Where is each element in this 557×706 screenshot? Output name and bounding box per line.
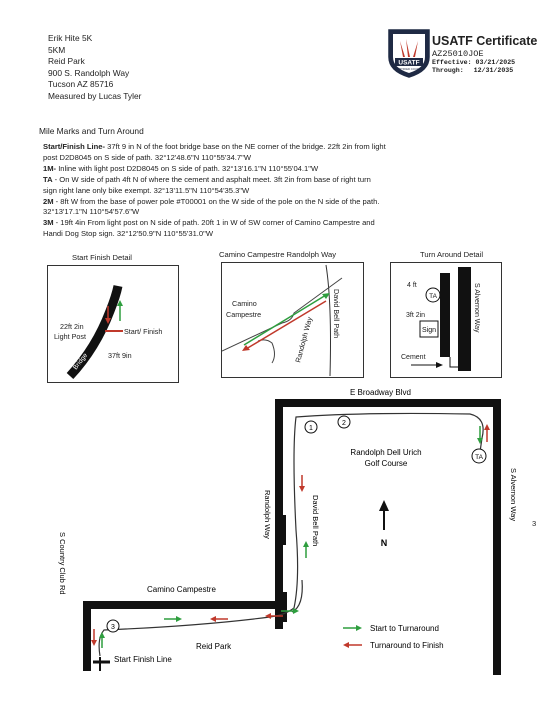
legend-turnaround-to-finish: Turnaround to Finish: [370, 641, 444, 650]
mark-text: 37ft 9 in N of the foot bridge base on the NE corner of the bridge. 22ft 2in from light post D2D8045 on S side of path. 32°12'48.6"N 110°55'34.7"W: [43, 142, 386, 162]
route-arrows: [91, 424, 490, 648]
north-arrow-icon: [379, 500, 389, 511]
mark-text: - On W side of path 4ft N of where the cement and asphalt meet. 3ft 2in from base of right turn sign right lane only bike exempt. 32°13'11.5"N 110°54'35.3"W: [43, 174, 371, 195]
david-bell-label: David Bell Path: [332, 289, 341, 339]
light-post-label: Light Post: [54, 332, 86, 341]
turnaround-label: TA: [475, 454, 483, 461]
david-bell-label: David Bell Path: [311, 495, 320, 547]
north-label: N: [380, 538, 388, 548]
camino-detail-title: Camino Campestre Randolph Way: [219, 250, 337, 259]
through-label: Through:: [432, 67, 464, 74]
mark-2m: [43, 197, 386, 219]
arrow-down-icon: [91, 640, 97, 646]
certificate-code: AZ25010JOE: [432, 49, 484, 59]
course-map: [0, 380, 557, 700]
mile-3-label: 3: [111, 624, 115, 631]
mile-1-label: 1: [309, 425, 313, 432]
turnaround-detail-title: Turn Around Detail: [420, 250, 484, 259]
arrow-left-icon: [343, 642, 349, 648]
arrow-left-icon: [210, 616, 216, 622]
effective-row: [432, 59, 515, 66]
mark-ta: [43, 175, 386, 197]
mark-3m: [43, 218, 386, 240]
arrow-up-icon: [99, 632, 105, 638]
through-date: 12/31/2035: [473, 67, 514, 74]
arrow-down-icon: [299, 486, 305, 492]
ta-label: TA: [429, 293, 437, 300]
mile-marks-list: [43, 142, 386, 240]
reid-park-label: Reid Park: [196, 642, 232, 651]
dist-37ft: 37ft 9in: [108, 351, 132, 360]
cement-label: Cement: [401, 354, 426, 361]
race-distance: 5KM: [48, 44, 66, 55]
camino-label-1: Camino: [232, 299, 257, 308]
turnaround-detail-map: [390, 262, 502, 378]
race-park: Reid Park: [48, 56, 85, 67]
certificate-title: USATF Certificate: [432, 34, 538, 48]
route-line: [99, 413, 483, 656]
race-name: Erik Hite 5K: [48, 33, 93, 43]
ft3-label: 3ft 2in: [406, 312, 426, 319]
mark-text: Inline with light post D2D8045 on S side of path. 32°13'16.1"N 110°55'04.1"W: [56, 163, 319, 173]
country-club-road: [83, 601, 91, 671]
start-finish-detail-title: Start Finish Detail: [72, 253, 132, 262]
camino-label: Camino Campestre: [147, 585, 216, 594]
country-club-label: S Country Club Rd: [58, 532, 67, 595]
logo-text: USATF: [398, 59, 420, 67]
camino-road: [83, 601, 283, 609]
start-finish-detail-map: [47, 265, 179, 383]
golf-label-2: Golf Course: [364, 459, 408, 468]
path-asphalt: [440, 273, 450, 357]
mark-label: 3M: [43, 218, 54, 228]
ft4-label: 4 ft: [407, 282, 417, 289]
usatf-shield-logo: [386, 27, 432, 79]
arrow-right-icon: [356, 625, 362, 631]
page-number: 3: [532, 519, 537, 528]
arrow-up-icon: [484, 424, 490, 430]
broadway-label: E Broadway Blvd: [350, 388, 411, 397]
randolph-label: Randolph Way: [293, 315, 315, 364]
arrow-up-icon: [303, 541, 309, 547]
mark-label: 2M: [43, 196, 54, 206]
mark-text: - 8ft W from the base of power pole #T00001 on the W side of the pole on the N side of the path. 32°13'17.1"N 110°54'57.6"W: [43, 196, 380, 217]
legend-start-to-turnaround: Start to Turnaround: [370, 624, 439, 633]
logo-subtext: CERTIFIED COURSE: [395, 67, 423, 71]
race-address-block: [48, 33, 141, 103]
race-city: Tucson AZ 85716: [48, 79, 114, 90]
alvernon-label: S Alvernon Way: [509, 468, 518, 522]
start-finish-line-label: Start Finish Line: [114, 655, 172, 664]
mile-2-label: 2: [342, 420, 346, 427]
broadway-road: [275, 399, 500, 407]
race-street: 900 S. Randolph Way: [48, 67, 130, 78]
sign-label: Sign: [421, 327, 437, 334]
camino-label-2: Campestre: [226, 310, 262, 319]
mark-label: 1M-: [43, 163, 57, 173]
start-finish-label: Start/ Finish: [124, 327, 163, 336]
mark-label: TA: [43, 174, 53, 184]
mark-label: Start/Finish Line-: [43, 142, 106, 151]
alvernon-road-main: [493, 399, 501, 675]
alvernon-detail-label: S Alvernon Way: [473, 283, 480, 333]
mark-start-finish: [43, 142, 386, 164]
through-row: [432, 67, 513, 74]
effective-date: 03/21/2025: [475, 59, 516, 66]
mark-text: - 19ft 4in From light post on N side of path. 20ft 1 in W of SW corner of Camino Campestre and Handi Dog Stop sign. 32°12'50.9"N 110°55'31.0"W: [43, 218, 375, 239]
alvernon-road: [458, 267, 471, 371]
mark-1m: [43, 164, 386, 175]
arrow-right-icon: [176, 616, 182, 622]
bridge-label: Bridge: [72, 352, 90, 372]
camino-detail-map: [221, 262, 364, 378]
effective-label: Effective:: [432, 59, 472, 66]
section-heading: Mile Marks and Turn Around: [39, 126, 144, 136]
randolph-label: Randolph Way: [263, 490, 272, 539]
race-measured-by: Measured by Lucas Tyler: [48, 90, 142, 101]
golf-label-1: Randolph Dell Urich: [350, 448, 422, 457]
dist-22ft: 22ft 2in: [60, 322, 84, 331]
